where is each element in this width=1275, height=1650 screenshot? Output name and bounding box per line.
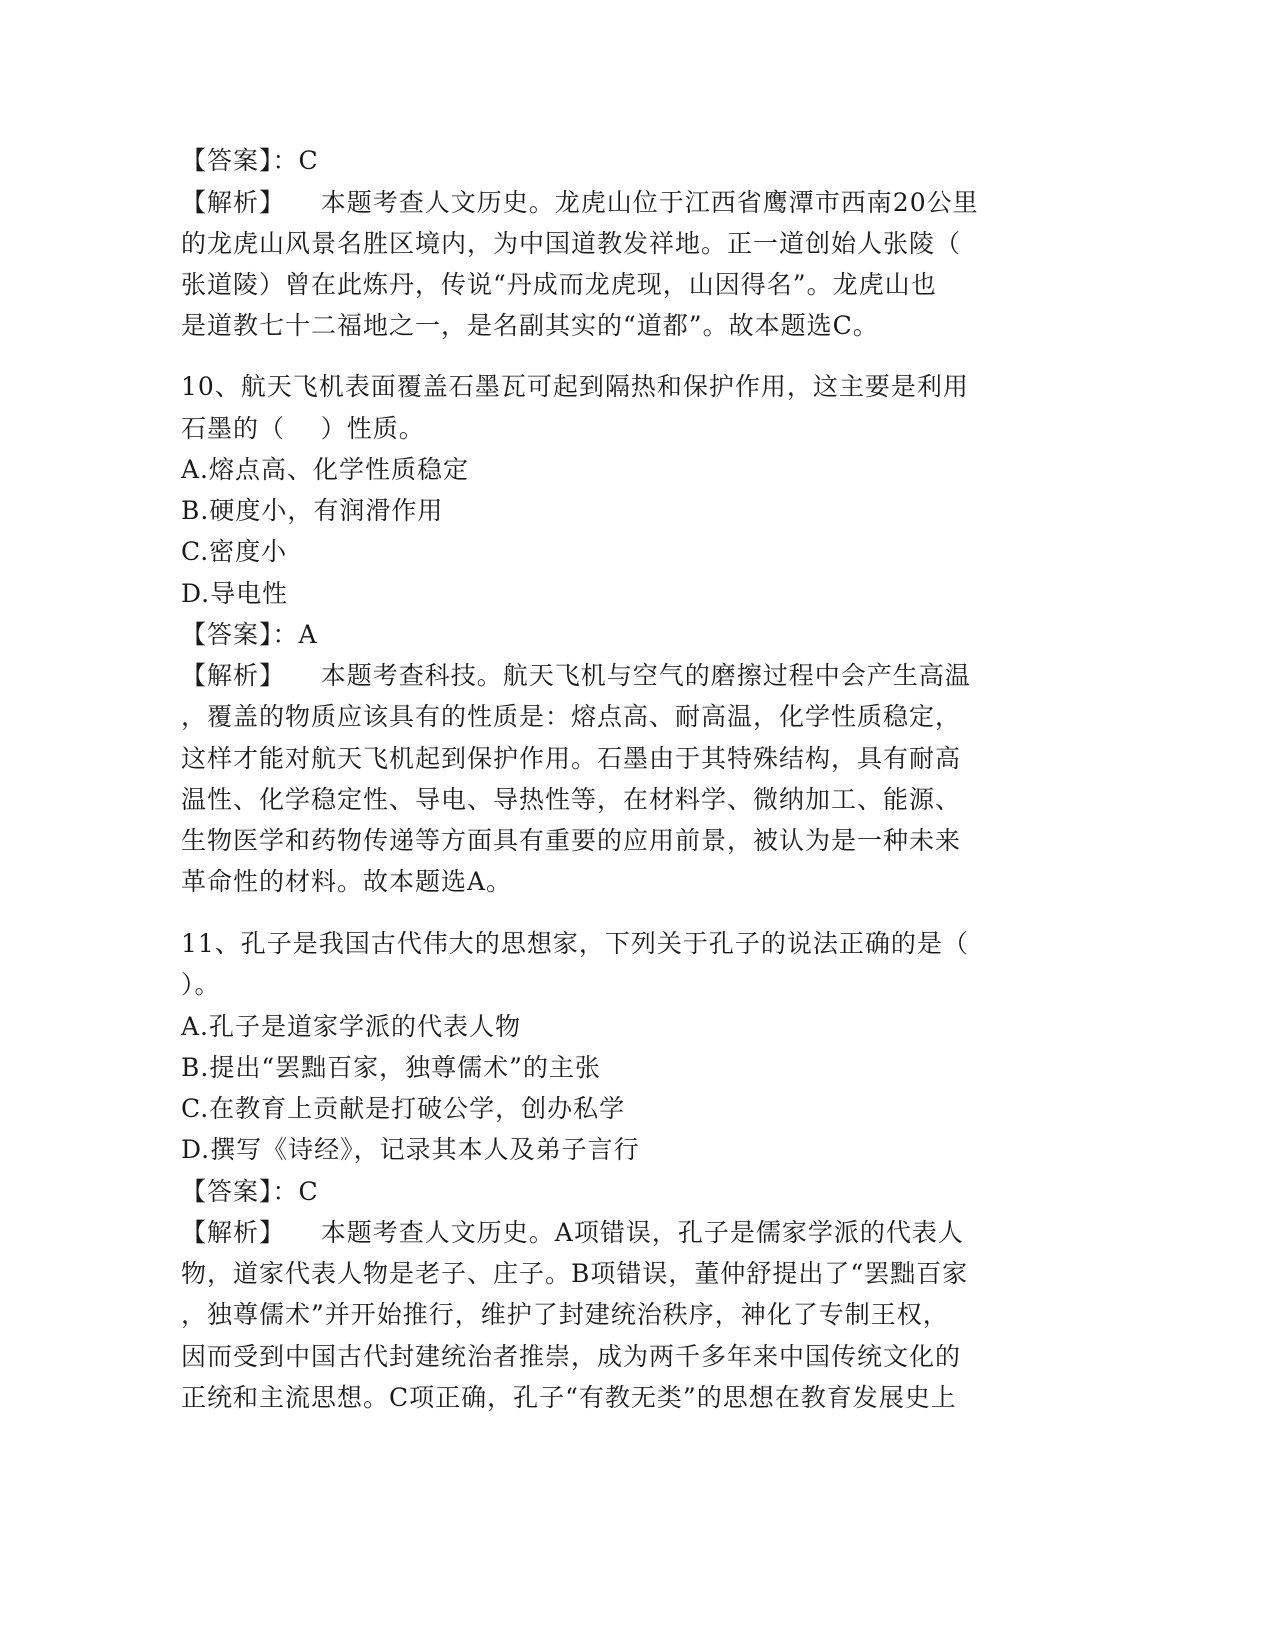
q11-analysis-line-1: 【解析】 本题考查人文历史。A项错误，孔子是儒家学派的代表人 bbox=[181, 1218, 964, 1247]
q9-answer: 【答案】：C bbox=[181, 146, 319, 175]
q11-stem-line-1: 11、孔子是我国古代伟大的思想家，下列关于孔子的说法正确的是（ bbox=[181, 929, 969, 958]
q10-analysis-line-4: 温性、化学稳定性、导电、导热性等，在材料学、微纳加工、能源、 bbox=[181, 785, 962, 814]
q9-analysis-line-3: 张道陵）曾在此炼丹，传说“丹成而龙虎现，山因得名”。龙虎山也 bbox=[181, 270, 937, 299]
q10-answer: 【答案】：A bbox=[181, 620, 318, 649]
q10-analysis-line-5: 生物医学和药物传递等方面具有重要的应用前景，被认为是一种未来 bbox=[181, 826, 962, 855]
q11-analysis-line-2: 物，道家代表人物是老子、庄子。B项错误，董仲舒提出了“罢黜百家 bbox=[181, 1259, 969, 1288]
q10-analysis-line-6: 革命性的材料。故本题选A。 bbox=[181, 867, 513, 896]
q11-analysis-line-4: 因而受到中国古代封建统治者推崇，成为两千多年来中国传统文化的 bbox=[181, 1342, 962, 1371]
q11-option-c: C.在教育上贡献是打破公学，创办私学 bbox=[181, 1094, 626, 1123]
q10-option-b: B.硬度小，有润滑作用 bbox=[181, 496, 444, 525]
q10-analysis-line-2: ，覆盖的物质应该具有的性质是：熔点高、耐高温，化学性质稳定， bbox=[181, 702, 962, 731]
q10-stem-line-1: 10、航天飞机表面覆盖石墨瓦可起到隔热和保护作用，这主要是利用 bbox=[181, 372, 969, 401]
q11-analysis-line-5: 正统和主流思想。C项正确，孔子“有教无类”的思想在教育发展史上 bbox=[181, 1383, 957, 1412]
q11-option-b: B.提出“罢黜百家，独尊儒术”的主张 bbox=[181, 1053, 601, 1082]
q10-option-d: D.导电性 bbox=[181, 579, 289, 608]
q9-analysis-line-1: 【解析】 本题考查人文历史。龙虎山位于江西省鹰潭市西南20公里 bbox=[181, 188, 979, 217]
q11-option-a: A.孔子是道家学派的代表人物 bbox=[181, 1012, 522, 1041]
q10-option-c: C.密度小 bbox=[181, 537, 288, 566]
q11-stem-line-2: ）。 bbox=[181, 970, 221, 999]
q11-answer: 【答案】：C bbox=[181, 1177, 319, 1206]
q10-analysis-line-3: 这样才能对航天飞机起到保护作用。石墨由于其特殊结构，具有耐高 bbox=[181, 744, 962, 773]
q10-stem-line-2: 石墨的（ ）性质。 bbox=[181, 414, 425, 443]
q10-analysis-line-1: 【解析】 本题考查科技。航天飞机与空气的磨擦过程中会产生高温 bbox=[181, 661, 971, 690]
q11-option-d: D.撰写《诗经》，记录其本人及弟子言行 bbox=[181, 1135, 640, 1164]
q11-analysis-line-3: ，独尊儒术”并开始推行，维护了封建统治秩序，神化了专制王权， bbox=[181, 1300, 949, 1329]
q9-analysis-line-2: 的龙虎山风景名胜区境内，为中国道教发祥地。正一道创始人张陵（ bbox=[181, 229, 962, 258]
q10-option-a: A.熔点高、化学性质稳定 bbox=[181, 455, 470, 484]
q9-analysis-line-4: 是道教七十二福地之一，是名副其实的“道都”。故本题选C。 bbox=[181, 311, 879, 340]
